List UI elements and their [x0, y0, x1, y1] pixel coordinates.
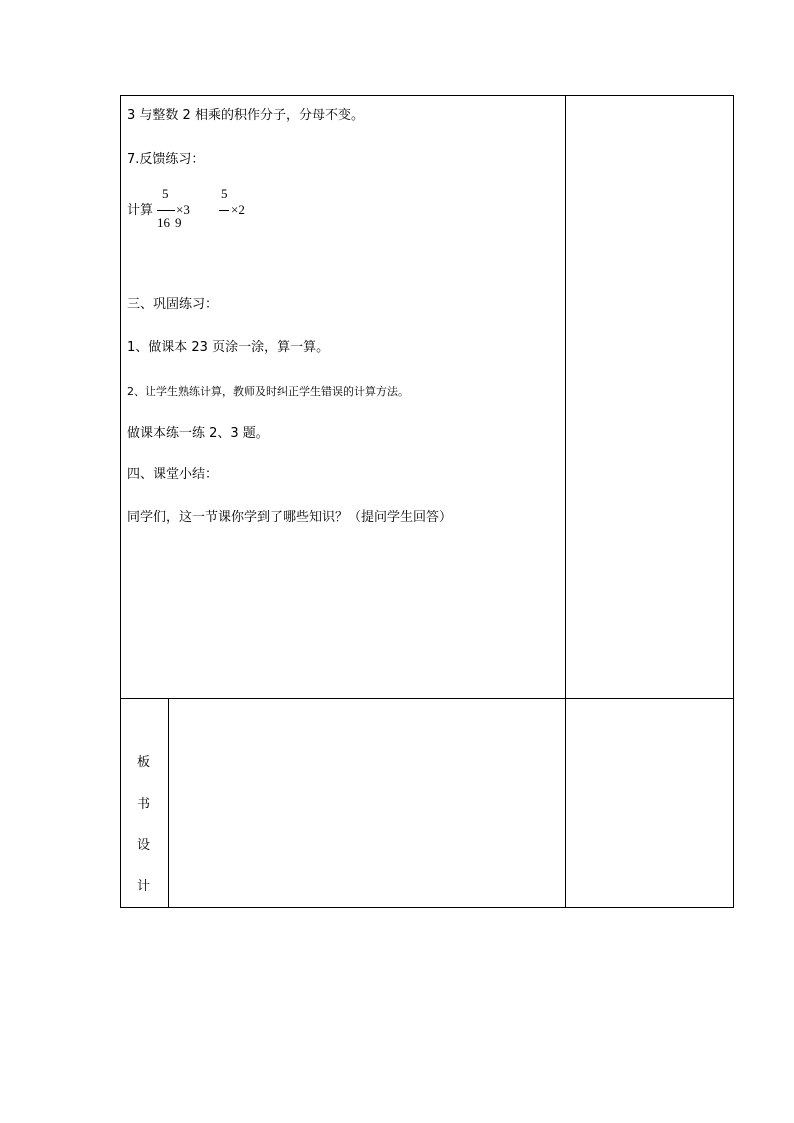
- calc-prefix: 计算: [127, 203, 154, 218]
- practice-item-3: 做课本练一练 2、3 题。: [127, 426, 269, 441]
- practice-item-2: 2、让学生熟练计算，教师及时纠正学生错误的计算方法。: [127, 385, 409, 398]
- table-bottom-border: [120, 907, 734, 908]
- fraction-1-multiplier: ×3: [176, 202, 190, 217]
- fraction-2-multiplier: ×2: [231, 202, 245, 217]
- fraction-2-denominator-lead: 9: [175, 215, 182, 230]
- board-char-3: 设: [137, 838, 151, 853]
- table-left-border: [120, 95, 121, 908]
- section-4-heading: 四、课堂小结：: [127, 467, 219, 482]
- fraction-1-bar: [157, 210, 175, 211]
- section-3-heading: 三、巩固练习：: [127, 297, 219, 312]
- table-right-border: [733, 95, 734, 908]
- fraction-1-denominator: 16: [157, 215, 170, 230]
- board-label-divider: [168, 698, 169, 908]
- table-top-border: [120, 95, 734, 96]
- fraction-1-numerator: 5: [162, 186, 169, 201]
- board-char-2: 书: [137, 797, 151, 812]
- feedback-heading: 7.反馈练习：: [127, 152, 205, 167]
- lesson-line-1: 3 与整数 2 相乘的积作分子，分母不变。: [127, 108, 364, 123]
- board-char-1: 板: [137, 755, 151, 770]
- column-divider: [565, 95, 566, 908]
- fraction-2-numerator: 5: [221, 186, 228, 201]
- summary-question: 同学们，这一节课你学到了哪些知识？（提问学生回答）: [127, 510, 453, 525]
- row-divider: [120, 698, 734, 699]
- board-char-4: 计: [137, 879, 151, 894]
- practice-item-1: 1、做课本 23 页涂一涂，算一算。: [127, 340, 330, 355]
- fraction-2-bar: [219, 210, 229, 211]
